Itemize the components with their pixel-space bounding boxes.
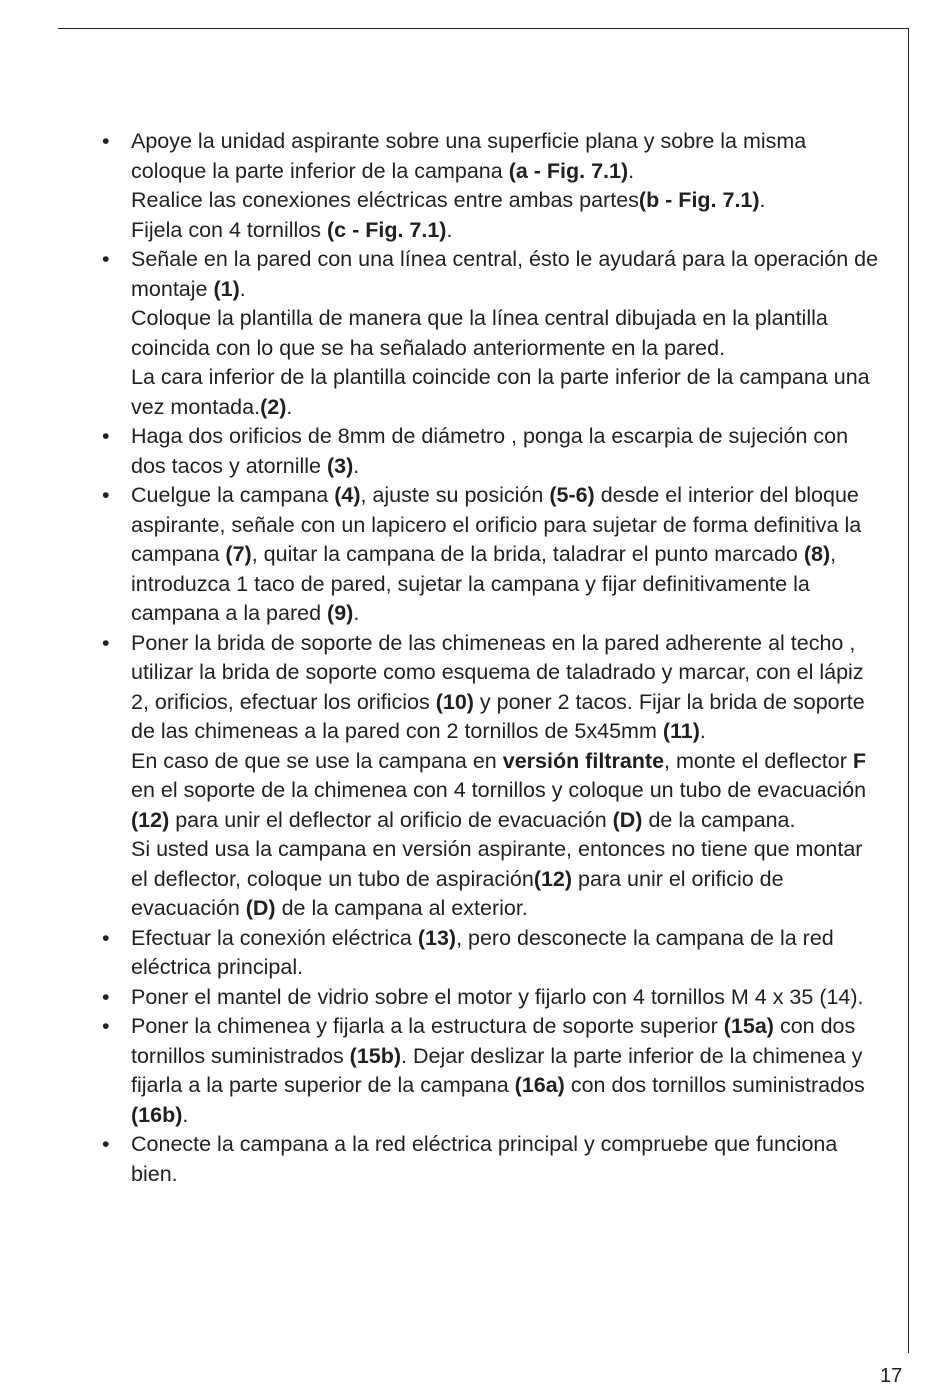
text-run: . bbox=[759, 188, 766, 212]
instruction-paragraph bbox=[131, 245, 880, 304]
bullet-icon: • bbox=[102, 247, 110, 271]
bold-reference: (16b) bbox=[131, 1102, 183, 1127]
instruction-paragraph bbox=[131, 422, 880, 481]
instruction-item bbox=[100, 127, 880, 245]
text-run: Realice las conexiones eléctricas entre ambas partes bbox=[131, 188, 639, 212]
text-run: de la campana. bbox=[642, 807, 796, 832]
right-border-line bbox=[908, 28, 909, 1353]
bold-reference: (15a) bbox=[723, 1014, 774, 1038]
instruction-paragraph bbox=[131, 127, 880, 186]
bold-reference: (8) bbox=[803, 542, 831, 566]
text-run: Poner la brida de soporte de las chimeneas en la pared adherente al techo , utilizar la brida de soporte como esquema de taladrado y marcar, con el lápiz 2, orificios, efectuar los orificios bbox=[131, 630, 864, 714]
instruction-paragraph bbox=[131, 186, 880, 216]
instructions-content bbox=[100, 127, 880, 1189]
bold-reference: (15b) bbox=[349, 1043, 402, 1068]
text-run: , monte el deflector bbox=[664, 748, 853, 773]
text-run: . bbox=[353, 453, 360, 478]
bold-reference: (11) bbox=[662, 719, 700, 743]
text-run: Haga dos orificios de 8mm de diámetro , ponga la escarpia de sujeción con dos tacos y atornille bbox=[131, 424, 849, 478]
instruction-paragraph bbox=[131, 747, 880, 836]
text-run: , introduzca 1 taco de pared, sujetar la campana y fijar definitivamente la campana a la pared bbox=[131, 542, 837, 625]
text-run: . bbox=[182, 1102, 189, 1127]
text-run: Poner el mantel de vidrio sobre el motor y fijarlo con 4 tornillos M 4 x 35 (14). bbox=[131, 984, 864, 1009]
instruction-item bbox=[100, 245, 880, 422]
instruction-paragraph bbox=[131, 983, 880, 1013]
text-run: . bbox=[446, 217, 453, 242]
text-run: Señale en la pared con una línea central, ésto le ayudará para la operación de montaje bbox=[131, 247, 879, 301]
text-run: . bbox=[239, 276, 246, 301]
bullet-icon: • bbox=[102, 424, 110, 448]
instruction-paragraph bbox=[131, 304, 880, 363]
instruction-paragraph bbox=[131, 629, 880, 747]
text-run: La cara inferior de la plantilla coincide con la parte inferior de la campana una vez montada. bbox=[131, 365, 870, 419]
instruction-item bbox=[100, 924, 880, 983]
text-run: Efectuar la conexión eléctrica bbox=[131, 925, 418, 950]
text-run: . Dejar deslizar la parte inferior de la chimenea y fijarla a la parte superior de la campana bbox=[131, 1043, 863, 1097]
bold-reference: (9) bbox=[327, 601, 354, 625]
instruction-paragraph bbox=[131, 1130, 880, 1189]
top-border-line bbox=[58, 28, 909, 29]
text-run: para unir el orificio de evacuación bbox=[131, 866, 784, 920]
bullet-icon: • bbox=[102, 1014, 110, 1038]
bold-reference: (D) bbox=[245, 896, 276, 920]
instruction-item bbox=[100, 629, 880, 924]
text-run: Cuelgue la campana bbox=[131, 483, 335, 507]
text-run: desde el interior del bloque aspirante, señale con un lapicero el orificio para sujetar de forma definitiva la campana bbox=[131, 483, 862, 566]
text-run: . bbox=[699, 719, 706, 743]
instruction-paragraph bbox=[131, 216, 880, 246]
text-run: de la campana al exterior. bbox=[275, 896, 528, 920]
instruction-paragraph bbox=[131, 481, 880, 629]
bold-reference: (b - Fig. 7.1) bbox=[638, 188, 760, 212]
text-run: . bbox=[286, 394, 293, 419]
bullet-icon: • bbox=[102, 129, 110, 153]
text-run: Coloque la plantilla de manera que la línea central dibujada en la plantilla coincida con lo que se ha señalado anteriormente en la pared. bbox=[131, 306, 828, 360]
bold-reference: (4) bbox=[334, 483, 361, 507]
instruction-item bbox=[100, 983, 880, 1013]
text-run: Fijela con 4 tornillos bbox=[131, 217, 327, 242]
bold-reference: (c - Fig. 7.1) bbox=[326, 217, 447, 242]
bold-reference: (5-6) bbox=[549, 483, 595, 507]
instruction-item bbox=[100, 1012, 880, 1130]
page-number: 17 bbox=[880, 1365, 903, 1387]
instruction-paragraph bbox=[131, 835, 880, 924]
bold-reference: (13) bbox=[417, 925, 457, 950]
text-run: Apoye la unidad aspirante sobre una superficie plana y sobre la misma coloque la parte inferior de la campana bbox=[131, 129, 807, 183]
bold-reference: (3) bbox=[327, 453, 354, 478]
instruction-paragraph bbox=[131, 1012, 880, 1130]
text-run: En caso de que se use la campana en bbox=[131, 748, 503, 773]
instruction-paragraph bbox=[131, 924, 880, 983]
text-run: . bbox=[628, 158, 635, 183]
instruction-item bbox=[100, 1130, 880, 1189]
bullet-icon: • bbox=[102, 925, 110, 950]
text-run: Conecte la campana a la red eléctrica principal y compruebe que funciona bien. bbox=[131, 1132, 838, 1186]
bold-reference: (16a) bbox=[514, 1073, 565, 1097]
bullet-icon: • bbox=[102, 984, 110, 1009]
bullet-icon: • bbox=[102, 630, 110, 655]
bold-reference: versión filtrante bbox=[502, 748, 665, 773]
text-run: , ajuste su posición bbox=[360, 483, 550, 507]
bold-reference: F bbox=[852, 748, 866, 773]
bold-reference: (a - Fig. 7.1) bbox=[508, 158, 629, 183]
bold-reference: (12) bbox=[131, 807, 170, 832]
text-run: . bbox=[353, 601, 360, 625]
bold-reference: (1) bbox=[213, 276, 240, 301]
text-run: Poner la chimenea y fijarla a la estructura de soporte superior bbox=[131, 1014, 724, 1038]
text-run: Si usted usa la campana en versión aspirante, entonces no tiene que montar el deflector, coloque un tubo de aspiración bbox=[131, 837, 863, 891]
text-run: y poner 2 tacos. Fijar la brida de soporte de las chimeneas a la pared con 2 tornillos de 5x45mm bbox=[131, 689, 865, 743]
bold-reference: (10) bbox=[435, 689, 474, 714]
text-run: para unir el deflector al orificio de evacuación bbox=[169, 807, 613, 832]
text-run: con dos tornillos suministrados bbox=[131, 1014, 856, 1068]
instruction-item bbox=[100, 422, 880, 481]
bullet-icon: • bbox=[102, 483, 110, 507]
instruction-paragraph bbox=[131, 363, 880, 422]
instruction-list bbox=[100, 127, 880, 1189]
bold-reference: (7) bbox=[225, 542, 252, 566]
instruction-item bbox=[100, 481, 880, 629]
text-run: , quitar la campana de la brida, taladrar el punto marcado bbox=[251, 542, 804, 566]
text-run: con dos tornillos suministrados bbox=[564, 1073, 865, 1097]
bold-reference: (2) bbox=[260, 394, 287, 419]
text-run: en el soporte de la chimenea con 4 tornillos y coloque un tubo de evacuación bbox=[131, 778, 867, 802]
bullet-icon: • bbox=[102, 1132, 110, 1156]
bold-reference: (12) bbox=[533, 866, 573, 891]
bold-reference: (D) bbox=[612, 807, 643, 832]
text-run: , pero desconecte la campana de la red eléctrica principal. bbox=[131, 925, 834, 979]
